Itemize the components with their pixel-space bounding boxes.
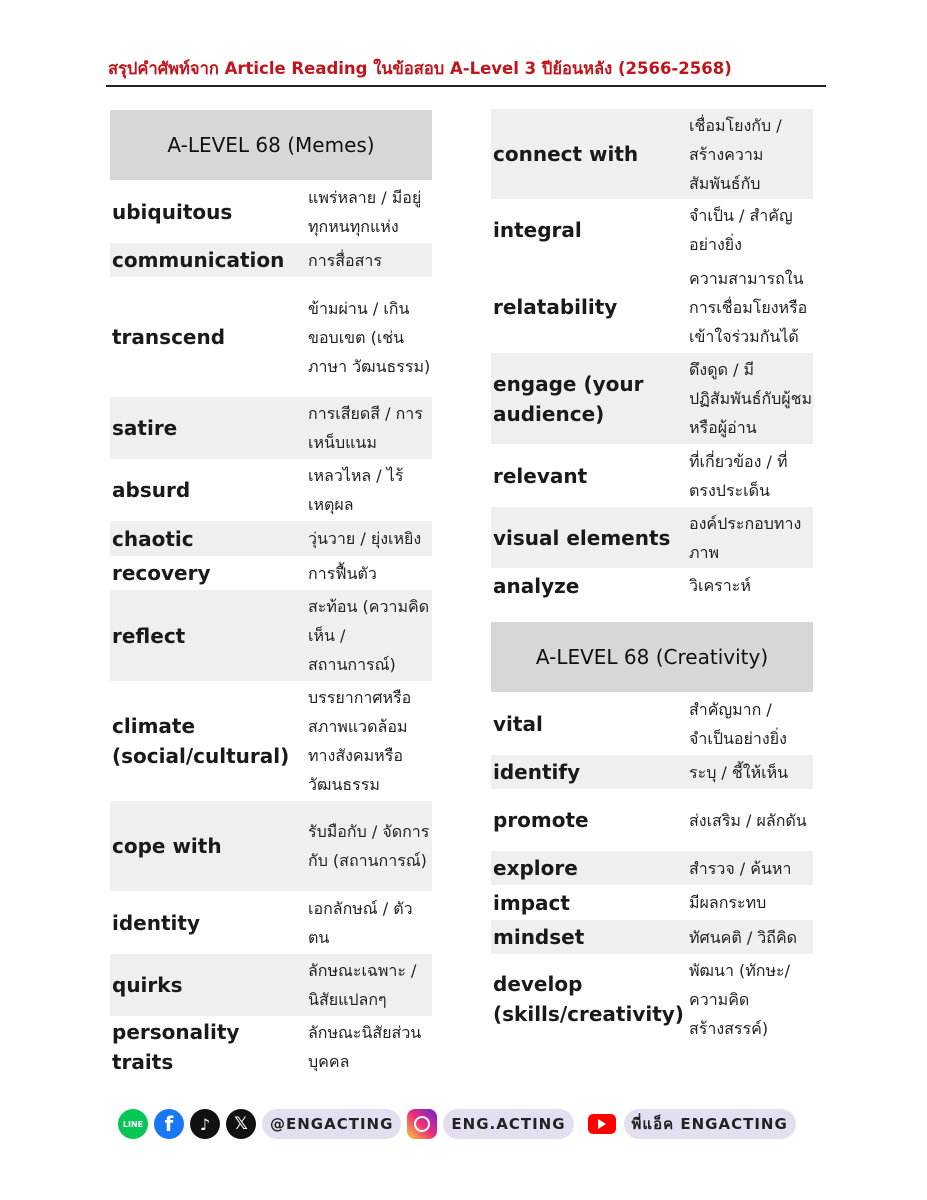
vocab-term: analyze <box>493 573 580 598</box>
vocab-row <box>110 459 432 521</box>
vocab-meaning: การเสียดสี / การเหน็บแนม <box>305 397 432 459</box>
vocab-meaning: วิเคราะห์ <box>689 576 751 595</box>
vocab-row <box>110 954 432 1016</box>
vocab-meaning: มีผลกระทบ <box>689 893 767 912</box>
vocab-meaning: ข้ามผ่าน / เกินขอบเขต (เช่น ภาษา วัฒนธรรม) <box>308 298 431 376</box>
page-title: สรุปคำศัพท์จาก Article Reading ในข้อสอบ A-Level 3 ปีย้อนหลัง (2566-2568) <box>108 59 732 78</box>
vocab-term: develop (skills/creativity) <box>493 972 684 1026</box>
vocab-row <box>491 109 813 199</box>
vocab-meaning: วุ่นวาย / ยุ่งเหยิง <box>305 521 432 556</box>
vocab-row <box>491 851 813 885</box>
vocab-table-memes <box>110 110 432 1078</box>
vocab-row <box>110 590 432 681</box>
vocab-meaning: การฟื้นตัว <box>308 563 377 583</box>
vocab-term: relatability <box>493 295 618 319</box>
vocab-row <box>491 920 813 954</box>
vocab-term: absurd <box>112 478 191 502</box>
vocab-term: satire <box>110 397 305 459</box>
vocab-term: mindset <box>491 920 686 954</box>
vocab-term: recovery <box>112 561 211 585</box>
section-header: A-LEVEL 68 (Creativity) <box>491 622 813 692</box>
vocab-meaning: เชื่อมโยงกับ / สร้างความสัมพันธ์กับ <box>686 109 813 199</box>
vocab-meaning: ระบุ / ชี้ให้เห็น <box>686 755 813 789</box>
handle-eng-acting[interactable]: ENG.ACTING <box>443 1109 573 1139</box>
line-icon[interactable]: LINE <box>118 1109 148 1139</box>
social-footer <box>118 1108 796 1140</box>
youtube-icon[interactable] <box>588 1114 616 1134</box>
vocab-row <box>491 755 813 789</box>
vocab-term: personality traits <box>112 1020 240 1074</box>
vocab-row <box>491 199 813 261</box>
vocab-row <box>491 885 813 920</box>
vocab-term: quirks <box>110 954 305 1016</box>
vocab-meaning: เหลวไหล / ไร้เหตุผล <box>308 466 404 514</box>
vocab-term: transcend <box>112 325 226 349</box>
vocab-meaning: ส่งเสริม / ผลักดัน <box>689 810 807 830</box>
handle-engacting[interactable]: @ENGACTING <box>262 1109 401 1139</box>
vocab-row <box>491 261 813 353</box>
vocab-table-memes-continued <box>491 109 813 603</box>
vocab-term: promote <box>493 808 589 832</box>
vocab-meaning: ดึงดูด / มีปฏิสัมพันธ์กับผู้ชมหรือผู้อ่าน <box>686 353 813 444</box>
handle-youtube[interactable]: พี่แอ็ค ENGACTING <box>624 1109 796 1139</box>
vocab-row <box>491 692 813 755</box>
vocab-term: identity <box>112 910 200 935</box>
section-header: A-LEVEL 68 (Memes) <box>110 110 432 180</box>
vocab-row <box>110 1016 432 1078</box>
vocab-term: explore <box>491 851 686 885</box>
vocab-meaning: เอกลักษณ์ / ตัวตน <box>308 898 413 947</box>
vocab-term: cope with <box>110 801 305 891</box>
vocab-meaning: ลักษณะเฉพาะ / นิสัยแปลกๆ <box>305 954 432 1016</box>
vocab-row <box>110 556 432 590</box>
vocab-row <box>110 801 432 891</box>
vocab-meaning: รับมือกับ / จัดการกับ (สถานการณ์) <box>305 801 432 891</box>
vocab-meaning: ทัศนคติ / วิถีคิด <box>686 920 813 954</box>
vocab-term: communication <box>110 243 305 277</box>
vocab-meaning: แพร่หลาย / มีอยู่ทุกหนทุกแห่ง <box>308 187 422 236</box>
instagram-icon[interactable] <box>407 1109 437 1139</box>
vocab-row <box>110 397 432 459</box>
vocab-meaning: ความสามารถในการเชื่อมโยงหรือเข้าใจร่วมกันได้ <box>689 268 808 346</box>
vocab-row <box>110 277 432 397</box>
vocab-row <box>491 444 813 507</box>
vocab-meaning: สะท้อน (ความคิดเห็น / สถานการณ์) <box>305 590 432 681</box>
facebook-icon[interactable]: f <box>154 1109 184 1139</box>
vocab-term: connect with <box>491 109 686 199</box>
vocab-row <box>110 521 432 556</box>
vocab-term: visual elements <box>491 507 686 568</box>
vocab-table-creativity <box>491 622 813 1044</box>
vocab-row <box>491 568 813 603</box>
vocab-term: engage (your audience) <box>491 353 686 444</box>
vocab-row <box>491 789 813 851</box>
vocab-meaning: จำเป็น / สำคัญอย่างยิ่ง <box>689 206 793 254</box>
vocab-row <box>491 954 813 1044</box>
tiktok-icon[interactable]: ♪ <box>190 1109 220 1139</box>
vocab-term: reflect <box>110 590 305 681</box>
vocab-term: relevant <box>493 463 588 488</box>
vocab-term: vital <box>493 711 543 736</box>
vocab-meaning: สำคัญมาก / จำเป็นอย่างยิ่ง <box>689 699 787 748</box>
vocab-row <box>491 507 813 568</box>
vocab-term: climate (social/cultural) <box>112 714 290 768</box>
vocab-row <box>110 681 432 801</box>
vocab-row <box>110 180 432 243</box>
vocab-meaning: ลักษณะนิสัยส่วนบุคคล <box>308 1023 422 1071</box>
vocab-meaning: บรรยากาศหรือสภาพแวดล้อมทางสังคมหรือวัฒนธรรม <box>308 688 412 794</box>
vocab-term: chaotic <box>110 521 305 556</box>
vocab-term: ubiquitous <box>112 199 233 224</box>
vocab-term: identify <box>491 755 686 789</box>
vocab-row <box>491 353 813 444</box>
vocab-row <box>110 243 432 277</box>
x-icon[interactable]: 𝕏 <box>226 1109 256 1139</box>
vocab-term: impact <box>493 890 570 915</box>
title-divider <box>106 85 826 87</box>
vocab-meaning: สำรวจ / ค้นหา <box>686 851 813 885</box>
vocab-term: integral <box>493 218 582 242</box>
vocab-meaning: ที่เกี่ยวข้อง / ที่ตรงประเด็น <box>689 451 788 500</box>
vocab-meaning: องค์ประกอบทางภาพ <box>686 507 813 568</box>
vocab-meaning: พัฒนา (ทักษะ/ความคิดสร้างสรรค์) <box>689 960 791 1038</box>
vocab-row <box>110 891 432 954</box>
vocab-meaning: การสื่อสาร <box>305 243 432 277</box>
